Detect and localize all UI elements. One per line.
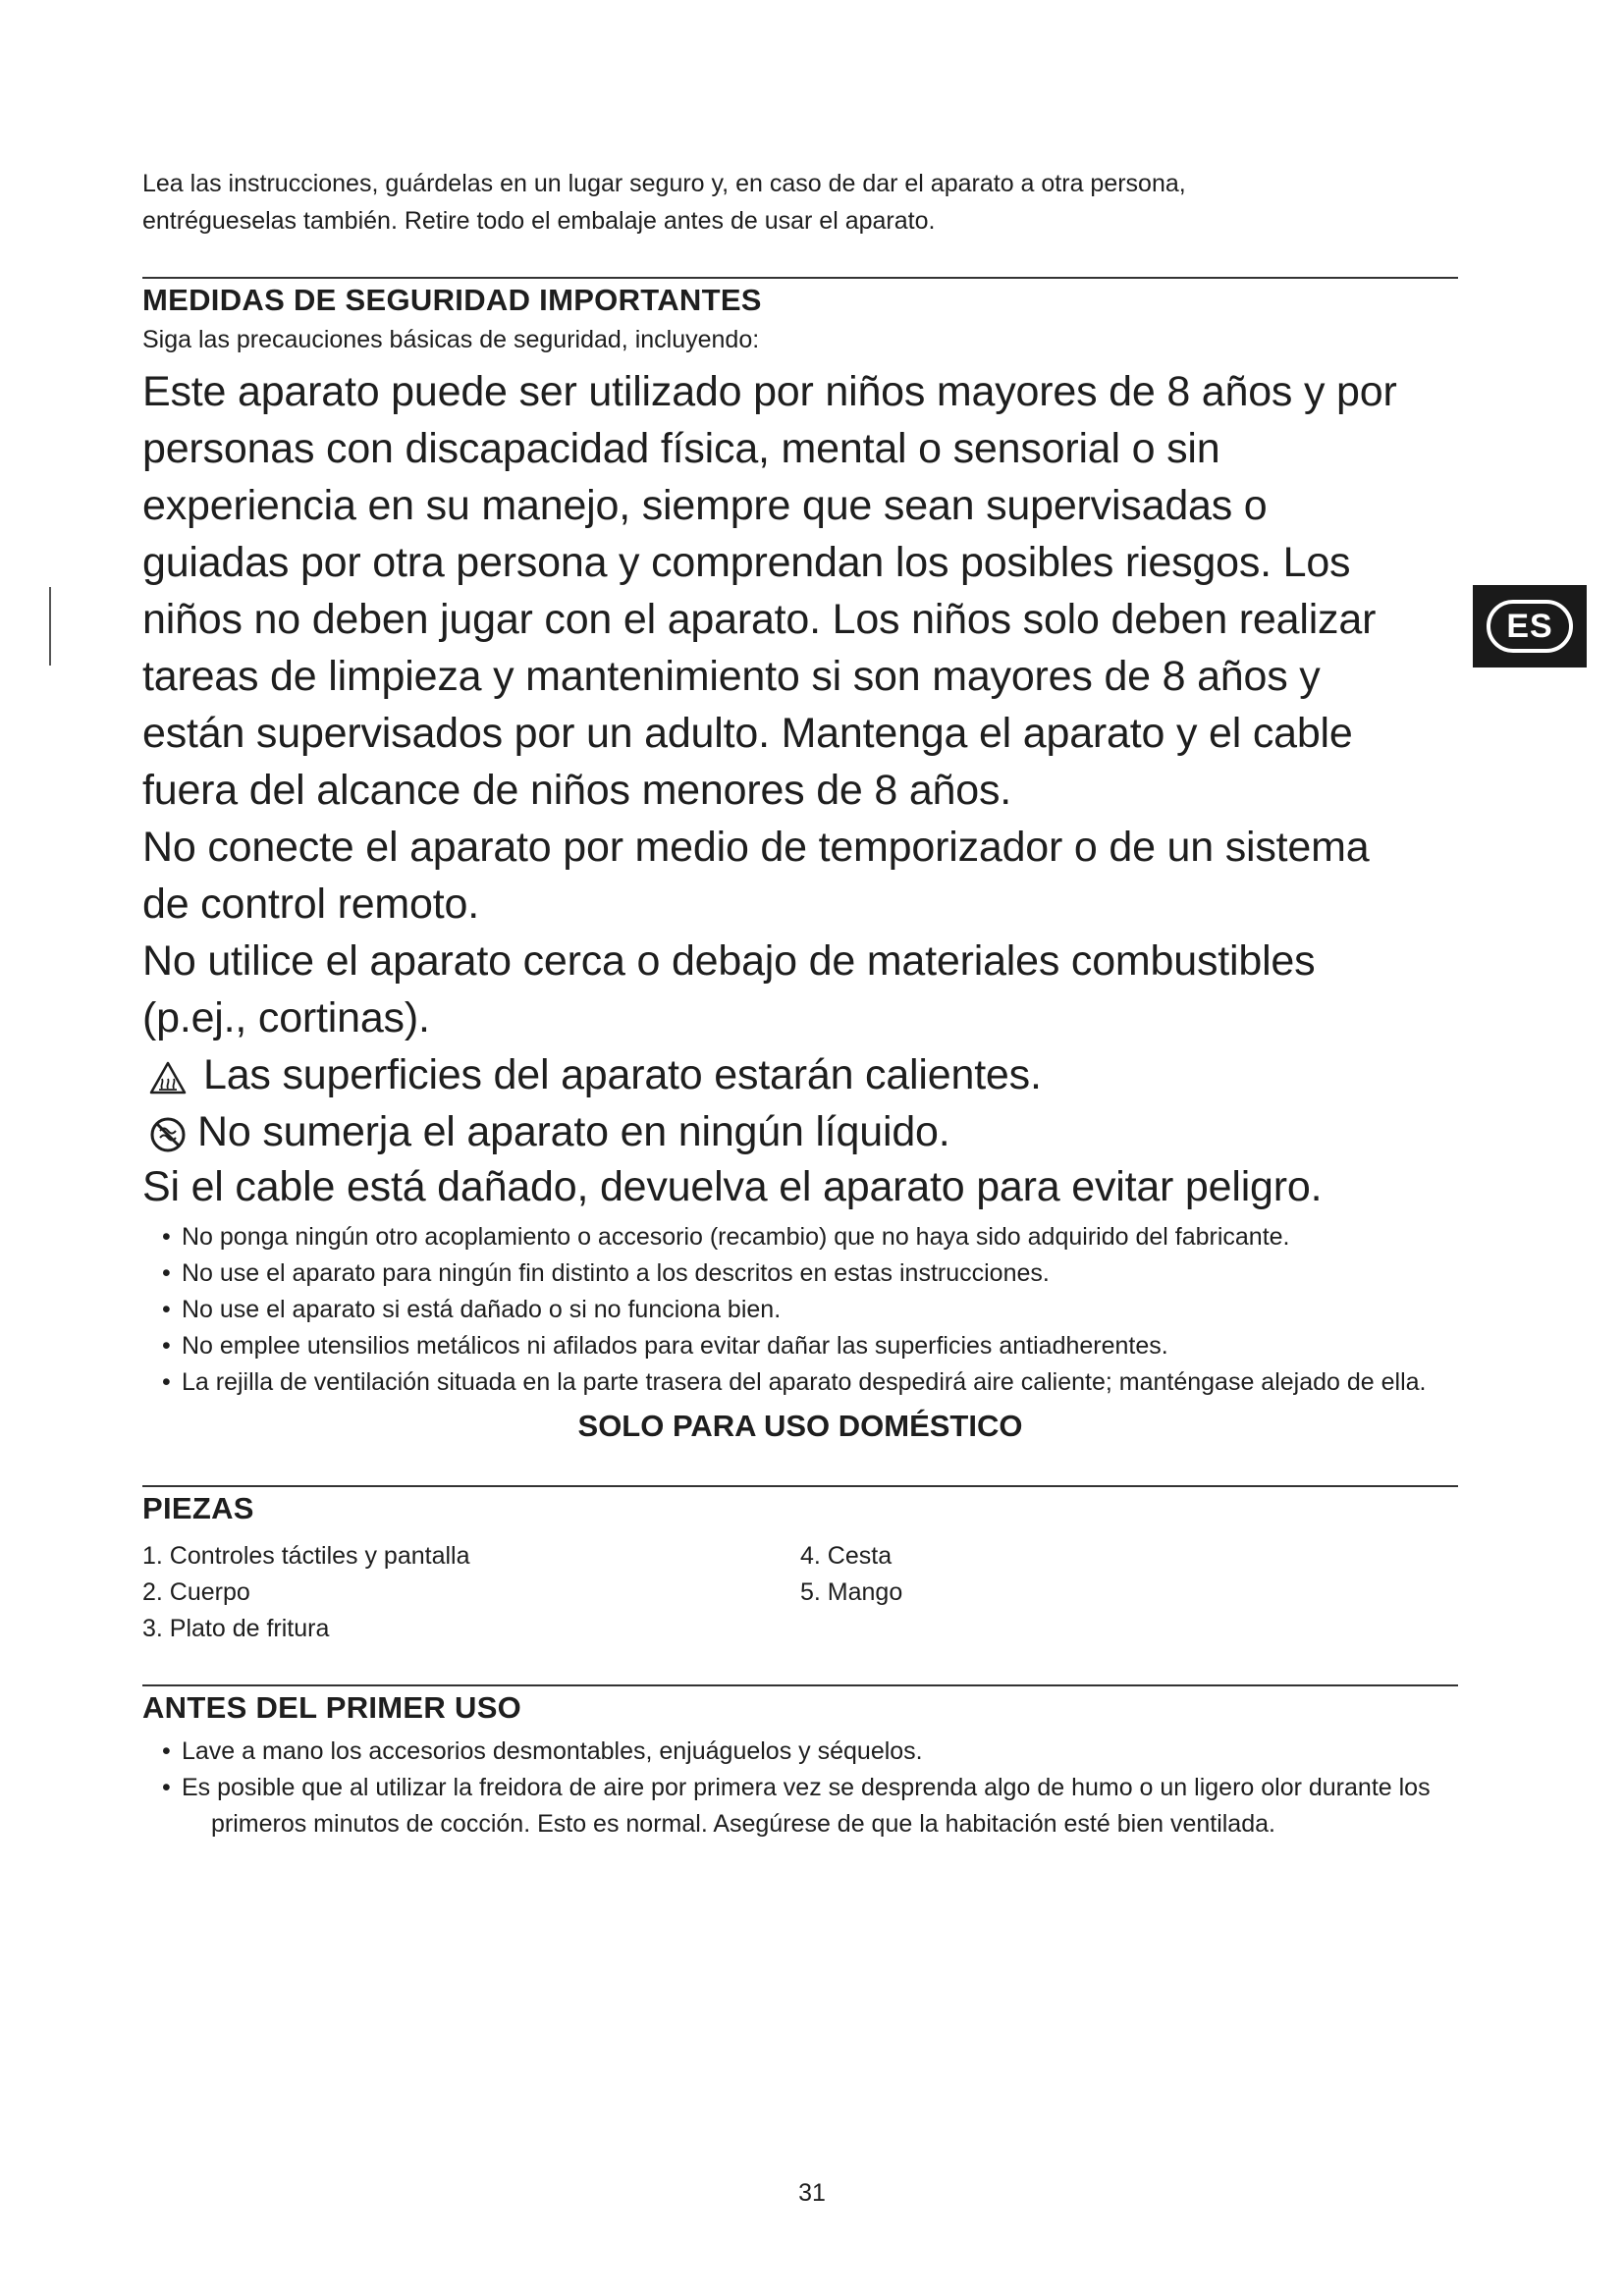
bullet-text: Lave a mano los accesorios desmontables, enjuáguelos y séquelos. <box>182 1737 923 1765</box>
bullet-text: Es posible que al utilizar la freidora de aire por primera vez se desprenda algo de humo o un ligero olor durante los primeros minutos de cocción. Esto es normal. Asegúrese de que la habitación esté bien ventilada. <box>182 1774 1431 1838</box>
warning-line: personas con discapacidad física, mental o sensorial o sin <box>142 425 1220 472</box>
bullet-dot: • <box>162 1223 171 1251</box>
list-item <box>142 1328 1468 1364</box>
bullet-text: No ponga ningún otro acoplamiento o accesorio (recambio) que no haya sido adquirido del fabricante. <box>182 1223 1290 1251</box>
warning-line: fuera del alcance de niños menores de 8 años. <box>142 767 1012 814</box>
list-item <box>142 1292 1468 1328</box>
warning-line: No conecte el aparato por medio de temporizador o de un sistema <box>142 824 1370 871</box>
warning-line: (p.ej., cortinas). <box>142 994 430 1041</box>
warning-line: Este aparato puede ser utilizado por niños mayores de 8 años y por <box>142 368 1397 415</box>
hot-surface-warning <box>142 1046 1458 1103</box>
bullet-dot: • <box>162 1296 171 1323</box>
bullet-dot: • <box>162 1368 171 1396</box>
warning-line: experiencia en su manejo, siempre que sean supervisadas o <box>142 482 1268 529</box>
bullet-dot: • <box>162 1332 171 1360</box>
intro-line-1: Lea las instrucciones, guárdelas en un lugar seguro y, en caso de dar el aparato a otra persona, <box>142 170 1186 197</box>
warning-line: guiadas por otra persona y comprendan los posibles riesgos. Los <box>142 539 1351 586</box>
first-use-heading: ANTES DEL PRIMER USO <box>142 1690 522 1725</box>
parts-list <box>142 1538 1458 1647</box>
bullet-text: No use el aparato para ningún fin distinto a los descritos en estas instrucciones. <box>182 1259 1050 1287</box>
bullet-dot: • <box>162 1259 171 1287</box>
intro-paragraph <box>142 165 1458 240</box>
parts-column-left <box>142 1538 800 1647</box>
page-number: 31 <box>798 2179 826 2207</box>
warning-line: niños no deben jugar con el aparato. Los niños solo deben realizar <box>142 596 1377 643</box>
first-use-section <box>142 1686 1458 1842</box>
hot-surface-text: Las superficies del aparato estarán calientes. <box>203 1051 1042 1098</box>
list-item <box>142 1734 1468 1770</box>
margin-tick-mark <box>49 587 51 666</box>
language-badge <box>1473 585 1587 667</box>
parts-section <box>142 1487 1458 1647</box>
bullet-dot: • <box>162 1774 171 1801</box>
bullet-dot: • <box>162 1737 171 1765</box>
safety-bullet-list <box>142 1219 1458 1401</box>
safety-warning-text <box>142 363 1458 1215</box>
list-item <box>142 1364 1468 1401</box>
safety-heading: MEDIDAS DE SEGURIDAD IMPORTANTES <box>142 283 762 317</box>
part-item: 2. Cuerpo <box>142 1578 250 1606</box>
list-item <box>142 1219 1468 1255</box>
part-item: 1. Controles táctiles y pantalla <box>142 1542 470 1570</box>
bullet-text: No use el aparato si está dañado o si no funciona bien. <box>182 1296 782 1323</box>
hot-surface-warning-icon <box>148 1060 188 1095</box>
warning-line: No utilice el aparato cerca o debajo de materiales combustibles <box>142 937 1316 985</box>
list-item <box>142 1770 1468 1842</box>
list-item <box>142 1255 1468 1292</box>
intro-line-2: entrégueselas también. Retire todo el embalaje antes de usar el aparato. <box>142 207 936 235</box>
bullet-text: La rejilla de ventilación situada en la parte trasera del aparato despedirá aire caliente; manténgase alejado de ella. <box>182 1368 1427 1396</box>
safety-section <box>142 279 1458 1446</box>
no-immerse-text: No sumerja el aparato en ningún líquido. <box>197 1108 950 1155</box>
part-item: 3. Plato de fritura <box>142 1615 330 1642</box>
safety-lead: Siga las precauciones básicas de seguridad, incluyendo: <box>142 326 760 353</box>
no-immersion-icon <box>148 1115 188 1154</box>
no-immerse-warning <box>142 1103 1458 1160</box>
first-use-bullet-list <box>142 1734 1458 1842</box>
cable-warning: Si el cable está dañado, devuelva el aparato para evitar peligro. <box>142 1163 1323 1210</box>
bullet-text: No emplee utensilios metálicos ni afilados para evitar dañar las superficies antiadherentes. <box>182 1332 1168 1360</box>
warning-line: de control remoto. <box>142 881 479 928</box>
household-use-notice: SOLO PARA USO DOMÉSTICO <box>577 1409 1023 1443</box>
language-badge-label: ES <box>1487 600 1573 653</box>
part-item: 5. Mango <box>800 1578 903 1606</box>
page-content <box>142 165 1458 1842</box>
parts-heading: PIEZAS <box>142 1491 254 1525</box>
warning-line: están supervisados por un adulto. Mantenga el aparato y el cable <box>142 710 1353 757</box>
warning-line: tareas de limpieza y mantenimiento si son mayores de 8 años y <box>142 653 1321 700</box>
parts-column-right <box>800 1538 1458 1647</box>
part-item: 4. Cesta <box>800 1542 893 1570</box>
